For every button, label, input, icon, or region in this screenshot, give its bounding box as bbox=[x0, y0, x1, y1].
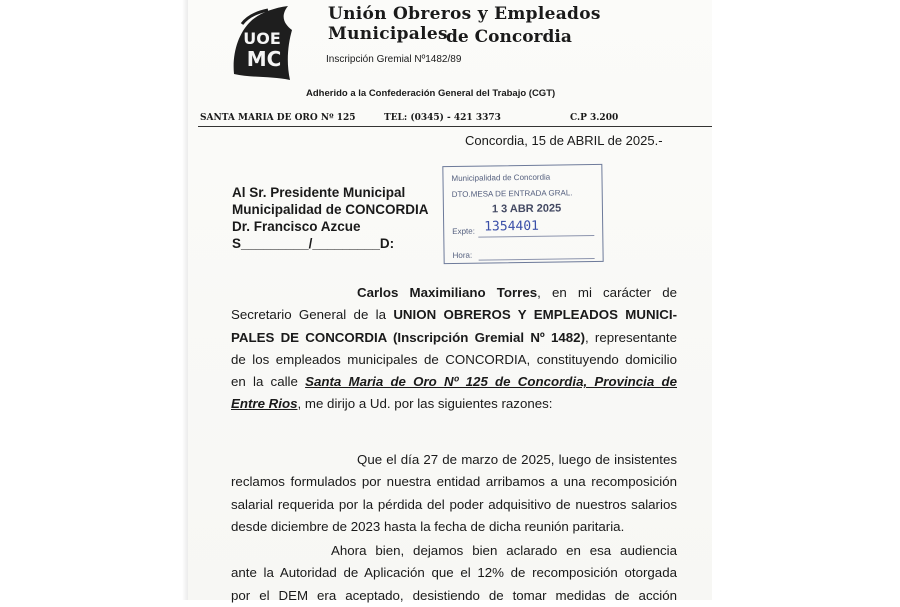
union-logo bbox=[228, 4, 298, 84]
paragraph-3: Ahora bien, dejamos bien aclarado en esa audiencia ante la Autoridad de Aplicación que el 12% de recomposición otorgada por el DEM era aceptado, desistiendo de tomar medidas de acción bbox=[231, 543, 677, 603]
letterhead-postal-code: C.P 3.200 bbox=[570, 113, 619, 123]
stamp-hora-line bbox=[479, 258, 595, 261]
paragraph-1: Carlos Maximiliano Torres, en mi carácter de Secretario General de la UNION OBREROS Y EMPLEADOS MUNICI- PALES DE CONCORDIA (Inscripción Gremial Nº 1482), representante de los empleados municipales de CONCORDIA, constituyendo domicilio en la calle Santa Maria de Oro Nº 125 de Concordia, Provincia de Entre Rios, me dirijo a Ud. por las siguientes razones: bbox=[231, 285, 677, 412]
stamp-municipality: Municipalidad de Concordia bbox=[451, 172, 551, 183]
paragraph-2: Que el día 27 de marzo de 2025, luego de insistentes reclamos formulados por nuestra entidad arribamos a una recomposición salarial requerida por la pérdida del poder adquisitivo de nuestros salarios desde diciembre de 2023 hasta la fecha de dicha reunión paritaria. bbox=[231, 452, 677, 534]
letterhead-phone: TEL: (0345) - 421 3373 bbox=[384, 113, 501, 123]
stamp-department: DTO.MESA DE ENTRADA GRAL. bbox=[451, 188, 573, 199]
legal-address: Santa Maria de Oro Nº 125 de Concordia, Provincia de bbox=[305, 374, 677, 390]
reception-stamp bbox=[442, 164, 603, 264]
letterhead-address: SANTA MARIA DE ORO Nº 125 bbox=[200, 113, 356, 123]
cgt-adherence: Adherido a la Confederación General del Trabajo (CGT) bbox=[306, 88, 556, 99]
svg-text:MC: MC bbox=[246, 47, 282, 71]
svg-text:UOE: UOE bbox=[243, 29, 281, 48]
signatory-name: Carlos Maximiliano Torres bbox=[357, 285, 538, 300]
recipient-name: Dr. Francisco Azcue bbox=[232, 219, 361, 234]
stamp-expte-value: 1354401 bbox=[484, 218, 540, 235]
inscription-number: Inscripción Gremial Nº1482/89 bbox=[326, 54, 462, 65]
stamp-hora-label: Hora: bbox=[452, 250, 473, 260]
stamp-date: 1 3 ABR 2025 bbox=[491, 202, 562, 216]
recipient-address-line: S_________/_________D: bbox=[232, 236, 395, 251]
stamp-expte-label: Expte: bbox=[452, 226, 475, 236]
recipient-institution: Municipalidad de CONCORDIA bbox=[232, 202, 429, 217]
union-name: UNION OBREROS Y EMPLEADOS MUNICI- bbox=[393, 307, 677, 323]
org-name-line1: Unión Obreros y Empleados Municipales bbox=[328, 4, 601, 44]
page-edge-shadow bbox=[182, 0, 188, 600]
recipient-title: Al Sr. Presidente Municipal bbox=[232, 185, 406, 200]
letter-date: Concordia, 15 de ABRIL de 2025.- bbox=[465, 133, 663, 148]
letter-page bbox=[188, 0, 712, 603]
letterhead-divider bbox=[198, 126, 712, 127]
stamp-expte-line bbox=[478, 235, 594, 238]
org-name-line2: de Concordia bbox=[446, 27, 572, 47]
